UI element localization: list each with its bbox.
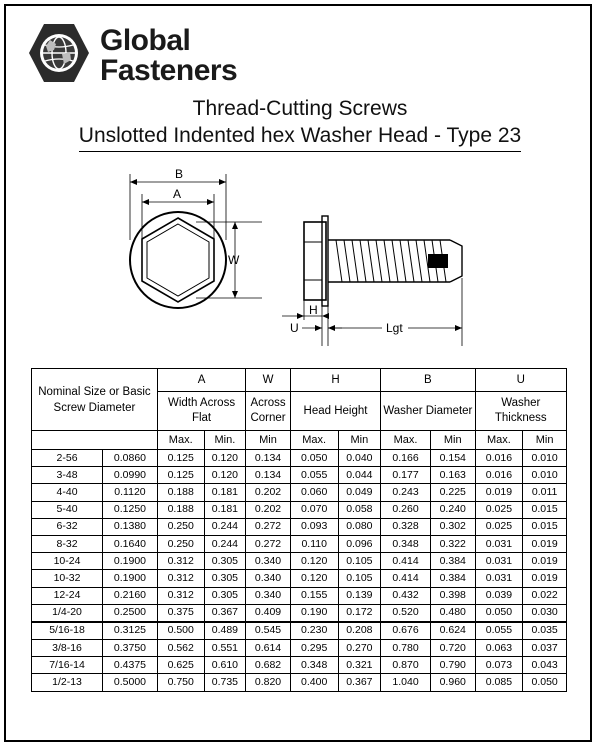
sub-header-u-min: Min — [523, 431, 567, 450]
cell-b-max: 1.040 — [381, 674, 431, 691]
cell-h-max: 0.093 — [290, 518, 338, 535]
cell-basic-diameter: 0.4375 — [103, 657, 158, 674]
table-row — [32, 501, 567, 518]
cell-a-min: 0.610 — [204, 657, 246, 674]
cell-w-min: 0.820 — [246, 674, 291, 691]
cell-h-min: 0.105 — [338, 570, 381, 587]
header-letter-h: H — [290, 369, 380, 392]
cell-u-min: 0.035 — [523, 622, 567, 640]
brand-line-1: Global — [100, 24, 191, 57]
cell-b-min: 0.624 — [430, 622, 475, 640]
cell-a-min: 0.244 — [204, 518, 246, 535]
sub-header-blank — [32, 431, 158, 450]
cell-a-max: 0.750 — [157, 674, 204, 691]
cell-a-max: 0.250 — [157, 518, 204, 535]
cell-h-max: 0.400 — [290, 674, 338, 691]
cell-u-min: 0.043 — [523, 657, 567, 674]
brand-line-2: Fasteners — [100, 54, 238, 87]
cell-basic-diameter: 0.2500 — [103, 604, 158, 622]
cell-h-max: 0.155 — [290, 587, 338, 604]
cell-u-max: 0.016 — [475, 450, 523, 467]
cell-u-max: 0.025 — [475, 501, 523, 518]
table-row — [32, 484, 567, 501]
table-row — [32, 570, 567, 587]
cell-b-min: 0.322 — [430, 535, 475, 552]
cell-a-max: 0.125 — [157, 467, 204, 484]
cell-w-min: 0.614 — [246, 640, 291, 657]
dim-label-lgt: Lgt — [386, 321, 403, 335]
cell-u-max: 0.063 — [475, 640, 523, 657]
dimensions-table — [31, 368, 567, 692]
cell-h-max: 0.110 — [290, 535, 338, 552]
globe-hex-icon — [28, 22, 90, 84]
cell-nominal-size: 5/16-18 — [32, 622, 103, 640]
cell-basic-diameter: 0.1120 — [103, 484, 158, 501]
cell-h-min: 0.080 — [338, 518, 381, 535]
cell-a-max: 0.500 — [157, 622, 204, 640]
dim-label-b: B — [175, 167, 184, 181]
cell-a-min: 0.244 — [204, 535, 246, 552]
cell-nominal-size: 1/2-13 — [32, 674, 103, 691]
cell-u-max: 0.031 — [475, 535, 523, 552]
cell-basic-diameter: 0.3750 — [103, 640, 158, 657]
cell-basic-diameter: 0.3125 — [103, 622, 158, 640]
cell-u-min: 0.011 — [523, 484, 567, 501]
sub-header-h-min: Min — [338, 431, 381, 450]
cell-h-min: 0.172 — [338, 604, 381, 622]
sub-header-a-min: Min. — [204, 431, 246, 450]
cell-a-min: 0.305 — [204, 570, 246, 587]
cell-u-min: 0.050 — [523, 674, 567, 691]
table-row — [32, 640, 567, 657]
cell-a-min: 0.120 — [204, 450, 246, 467]
cell-u-min: 0.030 — [523, 604, 567, 622]
cell-nominal-size: 4-40 — [32, 484, 103, 501]
header-letter-w: W — [246, 369, 291, 392]
table-row — [32, 518, 567, 535]
cell-w-min: 0.682 — [246, 657, 291, 674]
cell-a-max: 0.188 — [157, 484, 204, 501]
cell-u-max: 0.039 — [475, 587, 523, 604]
cell-h-max: 0.050 — [290, 450, 338, 467]
screw-side-view — [282, 216, 462, 346]
cell-basic-diameter: 0.5000 — [103, 674, 158, 691]
washer-thickness-header: Washer Thickness — [475, 392, 566, 431]
cell-b-min: 0.960 — [430, 674, 475, 691]
cell-h-min: 0.367 — [338, 674, 381, 691]
cell-basic-diameter: 0.1900 — [103, 570, 158, 587]
cell-h-max: 0.055 — [290, 467, 338, 484]
cell-a-max: 0.312 — [157, 553, 204, 570]
cell-b-min: 0.302 — [430, 518, 475, 535]
cell-u-max: 0.073 — [475, 657, 523, 674]
global-fasteners-logo — [28, 18, 268, 92]
cell-nominal-size: 10-32 — [32, 570, 103, 587]
cell-u-min: 0.022 — [523, 587, 567, 604]
cell-a-min: 0.305 — [204, 587, 246, 604]
cell-w-min: 0.545 — [246, 622, 291, 640]
cell-u-min: 0.019 — [523, 570, 567, 587]
cell-h-max: 0.295 — [290, 640, 338, 657]
cell-u-min: 0.019 — [523, 553, 567, 570]
across-corner-header: Across Corner — [246, 392, 291, 431]
cell-b-min: 0.720 — [430, 640, 475, 657]
width-across-flat-header: Width Across Flat — [157, 392, 245, 431]
table-row — [32, 604, 567, 622]
cell-u-max: 0.019 — [475, 484, 523, 501]
cell-w-min: 0.134 — [246, 450, 291, 467]
cell-basic-diameter: 0.1250 — [103, 501, 158, 518]
table-row — [32, 535, 567, 552]
cell-basic-diameter: 0.1380 — [103, 518, 158, 535]
dim-label-w: W — [228, 253, 240, 267]
cell-b-min: 0.225 — [430, 484, 475, 501]
sub-header-h-max: Max. — [290, 431, 338, 450]
cell-a-min: 0.735 — [204, 674, 246, 691]
cell-nominal-size: 2-56 — [32, 450, 103, 467]
sub-header-w-min: Min — [246, 431, 291, 450]
cell-a-max: 0.375 — [157, 604, 204, 622]
sub-header-b-min: Min — [430, 431, 475, 450]
cell-b-min: 0.154 — [430, 450, 475, 467]
cell-nominal-size: 1/4-20 — [32, 604, 103, 622]
table-body — [32, 450, 567, 692]
cell-a-max: 0.562 — [157, 640, 204, 657]
cell-b-min: 0.398 — [430, 587, 475, 604]
cell-nominal-size: 8-32 — [32, 535, 103, 552]
cell-b-max: 0.414 — [381, 570, 431, 587]
table-row — [32, 674, 567, 691]
table-row — [32, 657, 567, 674]
cell-b-max: 0.328 — [381, 518, 431, 535]
cell-h-min: 0.044 — [338, 467, 381, 484]
cell-h-max: 0.070 — [290, 501, 338, 518]
cell-b-max: 0.414 — [381, 553, 431, 570]
cell-basic-diameter: 0.2160 — [103, 587, 158, 604]
cell-a-min: 0.367 — [204, 604, 246, 622]
cell-a-max: 0.312 — [157, 570, 204, 587]
dim-label-a: A — [173, 187, 182, 201]
cell-nominal-size: 12-24 — [32, 587, 103, 604]
brand-name — [100, 26, 237, 86]
cell-nominal-size: 10-24 — [32, 553, 103, 570]
cell-b-min: 0.163 — [430, 467, 475, 484]
cell-nominal-size: 3/8-16 — [32, 640, 103, 657]
cell-basic-diameter: 0.1640 — [103, 535, 158, 552]
cell-b-max: 0.432 — [381, 587, 431, 604]
cell-b-max: 0.177 — [381, 467, 431, 484]
header-letter-a: A — [157, 369, 245, 392]
sub-header-a-max: Max. — [157, 431, 204, 450]
header-letter-b: B — [381, 369, 475, 392]
cell-u-min: 0.015 — [523, 518, 567, 535]
cell-b-max: 0.348 — [381, 535, 431, 552]
cell-b-min: 0.790 — [430, 657, 475, 674]
cell-b-min: 0.480 — [430, 604, 475, 622]
cell-u-min: 0.015 — [523, 501, 567, 518]
cell-w-min: 0.202 — [246, 484, 291, 501]
cell-u-max: 0.050 — [475, 604, 523, 622]
cell-u-max: 0.025 — [475, 518, 523, 535]
cell-w-min: 0.134 — [246, 467, 291, 484]
cell-w-min: 0.340 — [246, 553, 291, 570]
sub-header-b-max: Max. — [381, 431, 431, 450]
cell-b-max: 0.780 — [381, 640, 431, 657]
cell-h-min: 0.105 — [338, 553, 381, 570]
cell-w-min: 0.202 — [246, 501, 291, 518]
cell-u-max: 0.055 — [475, 622, 523, 640]
cell-h-max: 0.060 — [290, 484, 338, 501]
sub-header-u-max: Max. — [475, 431, 523, 450]
page-title: Thread-Cutting Screws — [192, 97, 408, 120]
cell-h-min: 0.139 — [338, 587, 381, 604]
cell-w-min: 0.340 — [246, 587, 291, 604]
table-row — [32, 467, 567, 484]
cell-b-min: 0.240 — [430, 501, 475, 518]
cell-u-max: 0.031 — [475, 553, 523, 570]
cell-b-min: 0.384 — [430, 570, 475, 587]
cell-a-max: 0.250 — [157, 535, 204, 552]
cell-h-max: 0.120 — [290, 553, 338, 570]
dim-label-h: H — [309, 303, 318, 317]
cell-b-max: 0.870 — [381, 657, 431, 674]
table-row — [32, 450, 567, 467]
cell-b-max: 0.260 — [381, 501, 431, 518]
cell-u-min: 0.010 — [523, 450, 567, 467]
cell-basic-diameter: 0.0990 — [103, 467, 158, 484]
cell-w-min: 0.340 — [246, 570, 291, 587]
cell-a-min: 0.181 — [204, 484, 246, 501]
cell-u-min: 0.037 — [523, 640, 567, 657]
cell-a-min: 0.181 — [204, 501, 246, 518]
cell-h-min: 0.040 — [338, 450, 381, 467]
cell-w-min: 0.272 — [246, 518, 291, 535]
cell-nominal-size: 3-48 — [32, 467, 103, 484]
cell-basic-diameter: 0.1900 — [103, 553, 158, 570]
cell-h-max: 0.120 — [290, 570, 338, 587]
cell-b-max: 0.520 — [381, 604, 431, 622]
table-row — [32, 553, 567, 570]
cell-nominal-size: 7/16-14 — [32, 657, 103, 674]
cell-b-max: 0.166 — [381, 450, 431, 467]
cell-a-max: 0.625 — [157, 657, 204, 674]
cell-b-max: 0.243 — [381, 484, 431, 501]
cell-h-min: 0.208 — [338, 622, 381, 640]
cell-a-max: 0.312 — [157, 587, 204, 604]
cell-h-min: 0.270 — [338, 640, 381, 657]
cell-h-min: 0.096 — [338, 535, 381, 552]
screw-drawing — [110, 160, 490, 355]
cell-u-min: 0.010 — [523, 467, 567, 484]
cell-a-min: 0.489 — [204, 622, 246, 640]
cell-a-max: 0.188 — [157, 501, 204, 518]
table-row — [32, 622, 567, 640]
cell-nominal-size: 5-40 — [32, 501, 103, 518]
cell-u-min: 0.019 — [523, 535, 567, 552]
dim-label-u: U — [290, 321, 299, 335]
cell-a-max: 0.125 — [157, 450, 204, 467]
cell-b-max: 0.676 — [381, 622, 431, 640]
cell-basic-diameter: 0.0860 — [103, 450, 158, 467]
cell-w-min: 0.409 — [246, 604, 291, 622]
cell-h-min: 0.321 — [338, 657, 381, 674]
cell-h-max: 0.190 — [290, 604, 338, 622]
cell-a-min: 0.120 — [204, 467, 246, 484]
table-row — [32, 587, 567, 604]
cell-h-min: 0.049 — [338, 484, 381, 501]
cell-u-max: 0.031 — [475, 570, 523, 587]
screw-top-view — [130, 174, 262, 308]
page-subtitle-text: Unslotted Indented hex Washer Head - Type 23 — [79, 124, 521, 152]
cell-u-max: 0.016 — [475, 467, 523, 484]
cell-a-min: 0.551 — [204, 640, 246, 657]
cell-h-max: 0.230 — [290, 622, 338, 640]
page-subtitle — [0, 124, 600, 152]
cell-a-min: 0.305 — [204, 553, 246, 570]
cell-b-min: 0.384 — [430, 553, 475, 570]
cell-h-max: 0.348 — [290, 657, 338, 674]
cell-w-min: 0.272 — [246, 535, 291, 552]
cell-u-max: 0.085 — [475, 674, 523, 691]
washer-diameter-header: Washer Diameter — [381, 392, 475, 431]
cell-nominal-size: 6-32 — [32, 518, 103, 535]
head-height-header: Head Height — [290, 392, 380, 431]
header-letter-u: U — [475, 369, 566, 392]
nominal-size-header: Nominal Size or Basic Screw Diameter — [32, 369, 158, 431]
cell-h-min: 0.058 — [338, 501, 381, 518]
